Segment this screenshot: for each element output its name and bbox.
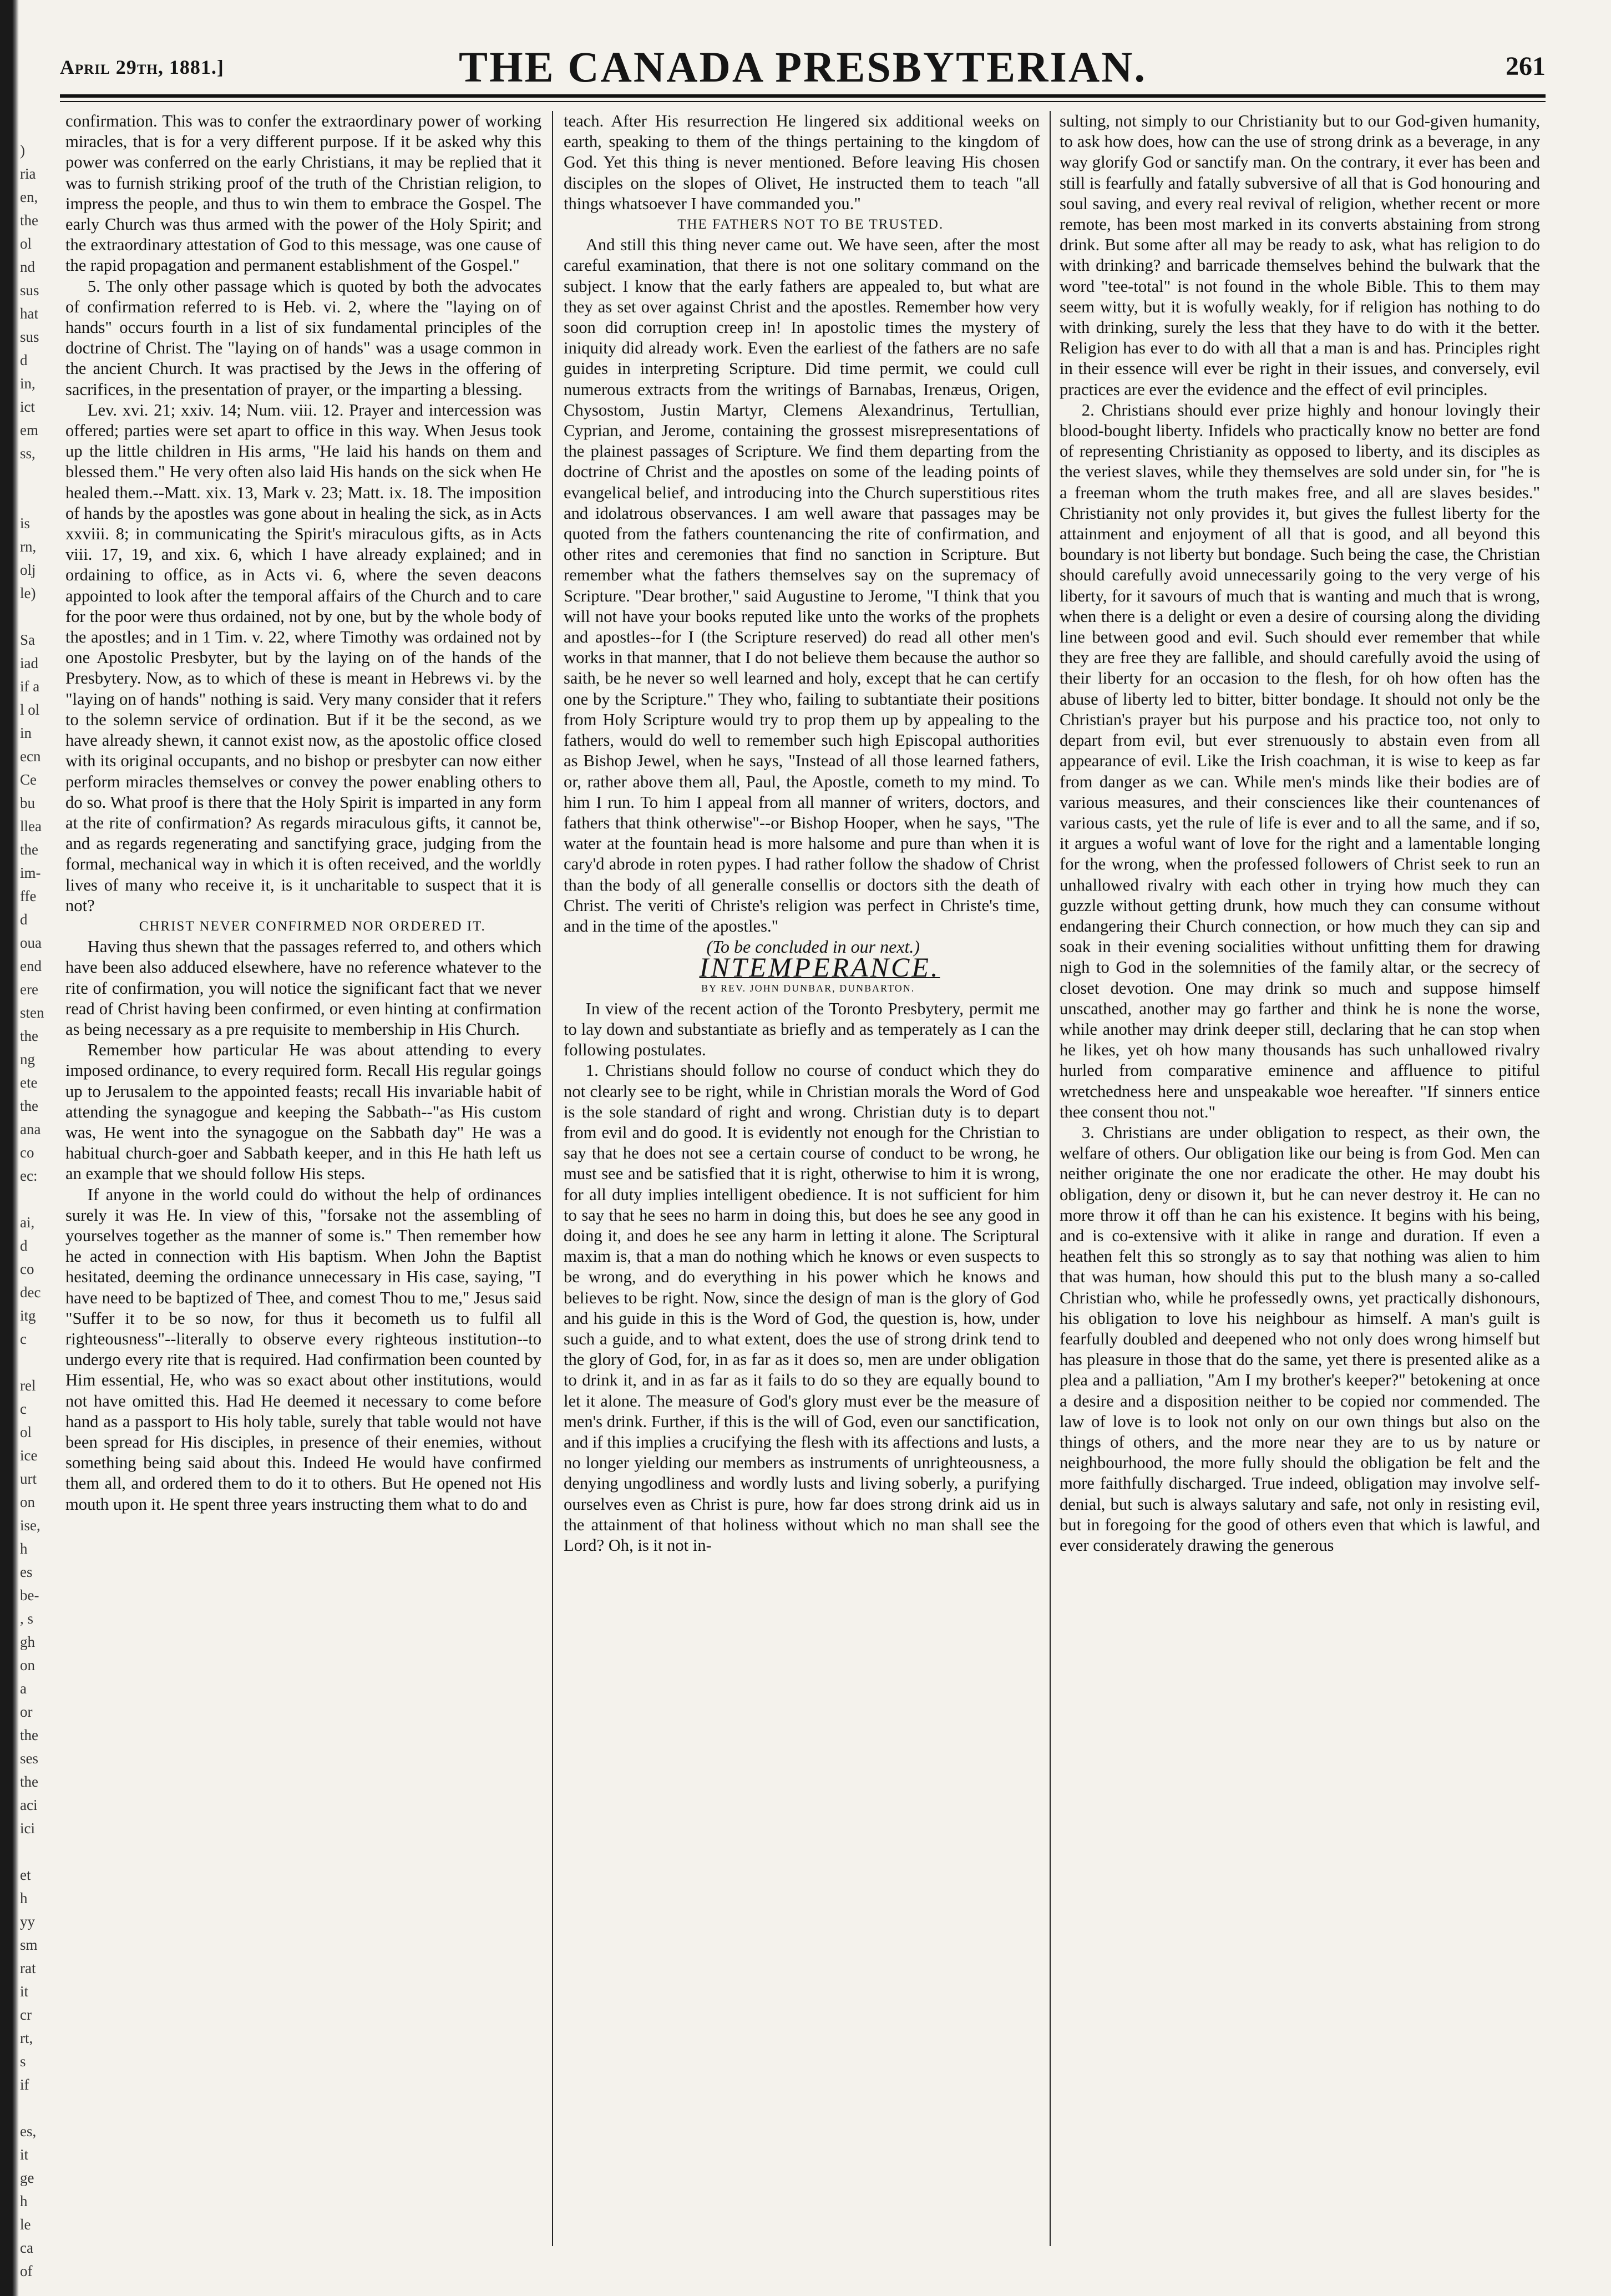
margin-fragment [20, 465, 59, 488]
paragraph: 1. Christians should follow no course of conduct which they do not clearly see to be right, while in Christian morals the Word of God is the sole standard of right and wrong. Christian duty is to depart from evil and do good. It is evidently not enough for the Christian to say that he does not see a certain course of conduct to be wrong, he must see and be satisfied that it is right, otherwise to him it is wrong, for all duty implies intelligent obedience. It is not sufficient for him to say that he sees no harm in doing this, but does he see any good in doing it, and does he see any harm in letting it alone. The Scriptural maxim is, that a man do nothing which he knows or even suspects to be wrong, and do everything in his power which he knows and believes to be right. Now, since the design of man is the glory of God and his guide in this is the Word of God, the question is, how, under such a guide, and to what extent, does the use of strong drink tend to the glory of God, for, in as far as it does so, men are under obligation to drink it, and in as far as it fails to do so they are equally bound to let it alone. The measure of God's glory must ever be the measure of men's drink. Further, if this is the will of God, even our sanctification, and if this implies a crucifying the flesh with its affections and lusts, a no longer yielding our members as instruments of unrighteousness, a denying ungodliness and wordly lusts and living soberly, a purifying ourselves even as Christ is pure, how far does strong drink aid us in the attainment of that holiness without which no man shall see the Lord? Oh, is it not in- [564, 1061, 1040, 1555]
article-title: INTEMPERANCE. [699, 952, 940, 983]
margin-fragment: dec [20, 1284, 41, 1301]
margin-fragment: ria [20, 165, 36, 182]
paragraph: sulting, not simply to our Christianity but to our God-given humanity, to ask how does, how can the use of strong drink as a beverage, in any way glorify God or sanctify man. On the contrary, it ever has been and still is fearfully and fatally subversive of all that is God honouring and soul saving, and every real revival of religion, whether recent or more remote, has been most marked in its converts abstaining from strong drink. But some after all may be ready to ask, what has religion to do with drinking? and barricade themselves behind the bulwark that the word "tee-total" is not found in the whole Bible. This to them may seem witty, but it is wofully weakly, for if religion has nothing to do with drinking, surely the less that they have to do with it the better. Religion has ever to do with all that a man is and has. Principles right in their essence will ever be right in their issues, and conversely, evil practices are ever the evidence and the effect of evil principles. [1060, 112, 1540, 399]
continuation-note: (To be concluded in our next.) [706, 937, 920, 957]
margin-fragment: d [20, 1237, 28, 1254]
paragraph: confirmation. This was to confer the extraordinary power of working miracles, that is for a very different purpose. If it be asked why this power was conferred on the early Christians, it may be replied that it was to furnish striking proof of the truth of the Christian religion, to impress the people, and thus to win them to embrace the Gospel. The early Church was thus armed with the power of the Holy Spirit; and the extraordinary attestation of God to this message, was one cause of the rapid propagation and permanent establishment of the Gospel." [65, 112, 541, 275]
margin-fragment: aci [20, 1797, 38, 1813]
margin-fragment: in, [20, 375, 36, 392]
margin-fragment: d [20, 352, 28, 368]
margin-fragment: im- [20, 864, 41, 881]
article-byline: BY REV. JOHN DUNBAR, DUNBARTON. [701, 982, 915, 994]
paragraph: 5. The only other passage which is quoted by both the advocates of confirmation referred to is Heb. vi. 2, where the "laying on of hands" occurs fourth in a list of six fundamental principles of the doctrine of Christ. The "laying on of hands" was a usage common in the ancient Church. It was practised by the Jews in the offering of sacrifices, in the presentation of prayer, or the imparting a blessing. [65, 276, 541, 399]
margin-fragment: ete [20, 1074, 38, 1091]
margin-fragment: ici [20, 1820, 35, 1837]
paragraph: Remember how particular He was about attending to every imposed ordinance, to every required form. Recall His regular goings up to Jerusalem to the appointed feasts; recall His invariable habit of attending the synagogue and keeping the Sabbath--"as His custom was, He went into the synagogue on the Sabbath day" He was a habitual church-goer and Sabbath keeper, and in this He hath left us an example that we should follow His steps. [65, 1040, 541, 1184]
paragraph: 3. Christians are under obligation to respect, as their own, the welfare of others. Our obligation like our being is from God. Men can neither originate the one nor eradicate the other. He may doubt his obligation, deny or disown it, but he can never destroy it. He can no more throw it off than he can his existence. It begins with his being, and is co-extensive with it alike in range and duration. If even a heathen felt this so strongly as to say that nothing was alien to him that was human, how should this put to the blush many a so-called Christian who, while he professedly owns, yet practically dishonours, his obligation to love his neighbour as himself. A man's guilt is fearfully doubled and deepened who not only does wrong himself but has pleasure in those that do the same, yet there is presented alike as a plea and a palliation, "Am I my brother's keeper?" betokening at once a desire and a disposition neither to be copied nor commended. The law of love is to look not only on our own things but also on the things of others, and the more near they are to us by nature or neighbourhood, the more fully should the obligation be felt and the more faithfully discharged. True indeed, obligation may involve self-denial, but such is always salutary and safe, not only in resisting evil, but in foregoing for the good of others even that which is lawful, and ever considerately drawing the generous [1060, 1122, 1540, 1555]
margin-fragment: sus [20, 328, 39, 345]
margin-fragment: hat [20, 305, 38, 322]
margin-fragment: em [20, 422, 38, 438]
margin-fragment: the [20, 1773, 38, 1790]
column-3 [1060, 111, 1540, 2246]
margin-fragment: if a [20, 678, 40, 695]
section-heading: CHRIST NEVER CONFIRMED NOR ORDERED IT. [139, 918, 486, 934]
paragraph: If anyone in the world could do without the help of ordinances surely it was He. In view of this, "forsake not the assembling of yourselves together as the manner of some is." Then remember how he acted in connection with His baptism. When John the Baptist hesitated, deeming the ordinance unnecessary in His case, saying, "I have need to be baptized of Thee, and comest Thou to me," Jesus said "Suffer it to be so now, for thus it becometh us to fulfil all righteousness"--literally to observe every righteous institution--to undergo every rite that is required. Had confirmation been counted by Him essential, He, who was so exact about other institutions, would not have omitted this. Had He deemed it necessary to come before hand as a passport to His holy table, surely that table would not have been spread for His disciples, in presence of their enemies, without something being said about this. Indeed He would have confirmed them all, and ordered them to do it to others. But He opened not His mouth upon it. He spent three years instructing them what to do and [65, 1185, 541, 1514]
paragraph: 2. Christians should ever prize highly and honour lovingly their blood-bought liberty. Infidels who practically know no better are fond of representing Christianity as opposed to liberty, and its disciples as the veriest slaves, while they themselves are sold under sin, for "he is a freeman whom the truth makes free, and all are slaves besides." Christianity not only provides it, but gives the fullest liberty for the attainment and enjoyment of all that is good, and all beyond this boundary is not liberty but bondage. Such being the case, the Christian should carefully avoid unnecessarily going to the very verge of his liberty, for it savours of much that is wanting and much that is wrong, when there is a delight or even a desire of coursing along the dividing line between good and evil. Such should ever remember that while they are free they are fallible, and should carefully avoid the using of their liberty for an occasion to the flesh, for oh how often has the abuse of liberty led to bitter, bitter bondage. It should not only be the Christian's prayer but his purpose and his practice too, not only to depart from evil, but ever strenuously to abstain even from all appearance of evil. Like the Irish coachman, it is wise to keep as far from danger as we can. While men's minds like their bodies are of various measures, and their consciences like their countenances of various casts, yet the rule of life is ever and to all the same, and if so, it argues a woful want of love for the right and a lamentable longing for the wrong, when the professed followers of Christ seek to run an unhallowed rivalry with each other in trying how much they can guzzle without getting drunk, how much they can consume without endangering their Church connection, or how much they can sip and soak in their evening socialities without unfitting them for drawing nigh to God in the solemnities of the family altar, or the secrecy of closet devotion. One may drink so much and suppose himself unscathed, another may go farther and think he is none the worse, while another may drink deeper still, declaring that he can stop when he likes, yet oh how many thousands has such unhallowed rivalry hurled from comparative eminence and affluence to pitiful wretchedness here and unspeakable woe hereafter. "If sinners entice thee consent thou not." [1060, 400, 1540, 1121]
margin-fragment: olj [20, 562, 36, 578]
margin-fragment: bu [20, 795, 35, 811]
margin-fragment: rt, [20, 2030, 33, 2046]
paragraph: teach. After His resurrection He lingered six additional weeks on earth, speaking to them of the things pertaining to the kingdom of God. Yet this thing is never mentioned. Before leaving His chosen disciples on the slopes of Olivet, He instructed them to teach "all things whatsoever I have commanded you." [564, 112, 1040, 213]
header-rule-thin [60, 101, 1546, 102]
margin-fragment: es, [20, 2123, 37, 2140]
margin-fragment: ict [20, 398, 35, 415]
margin-fragment: c [20, 1400, 27, 1417]
margin-fragment: es [20, 1564, 33, 1580]
margin-fragment: ge [20, 2169, 34, 2186]
margin-fragment: the [20, 212, 38, 229]
margin-fragment: yy [20, 1913, 35, 1930]
paragraph: In view of the recent action of the Toronto Presbytery, permit me to lay down and substantiate as briefly and as temperately as I can the following postulates. [564, 999, 1040, 1060]
margin-fragment: c [20, 1331, 27, 1347]
margin-fragment: h [20, 1540, 28, 1557]
margin-fragment: it [20, 2146, 29, 2163]
margin-fragment: cr [20, 2006, 32, 2023]
margin-fragment: h [20, 2193, 28, 2209]
margin-fragment: urt [20, 1470, 37, 1487]
margin-fragment: h [20, 1890, 28, 1906]
margin-fragment [20, 1840, 59, 1863]
margin-fragment: on [20, 1494, 35, 1510]
margin-fragment: ffe [20, 888, 37, 904]
margin-fragment: a [20, 1680, 27, 1697]
paragraph: Lev. xvi. 21; xxiv. 14; Num. viii. 12. Prayer and intercession was offered; parties were set apart to office in this way. When Jesus took up the little children in His arms, "He laid his hands on them and blessed them." He very often also laid His hands on the sick when He healed them.--Matt. xix. 13, Mark v. 23; Matt. ix. 18. The imposition of hands by the apostles was gone about in healing the sick, as in Acts xxviii. 8; in communicating the Spirit's miraculous gifts, as in Acts viii. 17, 19, and xix. 6, which I have already explained; and in ordaining to office, as in Acts vi. 6, where the seven deacons appointed to look after the temporal affairs of the Church and to care for the poor were thus ordained, not by one, but by the whole body of the apostles; and in 1 Tim. v. 22, where Timothy was ordained not by one Apostolic Presbyter, but by the laying on of the hands of the Presbytery. Now, as to which of these is meant in Hebrews vi. by the "laying on of hands" nothing is said. Very many consider that it refers to the solemn service of ordination. But if it be the second, as we have already shewn, it cannot exist now, as the apostolic office closed with its original occupants, and no bishop or presbyter can now either perform miracles themselves or convey the power enabling others to do so. What proof is there that the Holy Spirit is imparted in any form at the rite of confirmation? As regards miraculous gifts, it cannot be, and as regards regenerating and sanctifying grace, judging from the formal, mechanical way in which it is often received, and the worldly lives of many who receive it, is it uncharitable to suspect that it is not? [65, 400, 541, 915]
paragraph: And still this thing never came out. We have seen, after the most careful examination, that there is not one solitary command on the subject. I know that the early fathers are appealed to, but what are they as set over against Christ and the apostles. Remember how very soon did corruption creep in! In apostolic times the mystery of iniquity did already work. Even the earliest of the fathers are no safe guides in interpreting Scripture. Did time permit, we could cull numerous extracts from the writings of Barnabas, Irenæus, Origen, Chysostom, Justin Martyr, Clemens Alexandrinus, Tertullian, Cyprian, and Jerome, containing the grossest misrepresentations of the plainest passages of Scripture. We find them departing from the doctrine of Christ and the apostles on some of the leading points of evangelical belief, and introducing into the Church superstitious rites and idolatrous observances. I am well aware that passages may be quoted from the fathers countenancing the rite of confirmation, and other rites and ceremonies that find no sanction in Scripture. But remember what the fathers themselves say on the supremacy of Scripture. "Dear brother," said Augustine to Jerome, "I think that you will not have your books reputed like unto the works of the prophets and apostles--for I (the Scripture reserved) do read all other men's works in that manner, that I do not believe them because the author so saith, be he never so well learned and holy, except that he can certify one by the Scripture." They who, failing to subtantiate their positions from Holy Scripture would try to prop them up by appealing to the fathers, would do well to remember such high Episcopal authorities as Bishop Jewel, when he says, "Instead of all those learned fathers, or, rather above them all, Paul, the Apostle, cometh to my mind. To him I run. To him I appeal from all manner of writers, doctors, and fathers that think otherwise"--or Bishop Hooper, when he says, "The water at the fountain head is more halsome and pure than when it is cary'd abrode in roten pypes. I had rather follow the shadow of Christ than the body of all generalle consellis or doctors sith the death of Christ. The veriti of Christe's religion was perfect in Christe's time, and in the time of the apostles." [564, 235, 1040, 935]
margin-fragment: ise, [20, 1517, 40, 1534]
binding-spine [0, 0, 19, 2296]
paragraph: Having thus shewn that the passages referred to, and others which have been also adduced elsewhere, have no reference whatever to the rite of confirmation, you will notice the significant fact that we never read of Christ having been confirmed, or even hinting at confirmation as being necessary as a pre requisite to membership in His Church. [65, 937, 541, 1039]
margin-fragment: iad [20, 655, 38, 671]
margin-fragment: ec: [20, 1167, 38, 1184]
margin-fragment: gh [20, 1634, 35, 1650]
margin-fragment [20, 1351, 59, 1374]
margin-fragment: co [20, 1144, 34, 1161]
margin-fragment: itg [20, 1307, 36, 1324]
column-2 [564, 111, 1040, 2246]
margin-fragment: sus [20, 282, 39, 299]
margin-fragment: sten [20, 1004, 44, 1021]
margin-fragment: et [20, 1867, 31, 1883]
margin-fragment: is [20, 515, 31, 532]
margin-fragment: rn, [20, 538, 37, 555]
margin-fragment: rat [20, 1960, 36, 1976]
margin-fragment: the [20, 1028, 38, 1044]
margin-fragment: ses [20, 1750, 38, 1767]
margin-fragment: on [20, 1657, 35, 1673]
column-divider [1050, 111, 1051, 2246]
column-1 [65, 111, 541, 2246]
margin-fragment: Sa [20, 631, 35, 648]
newspaper-title: THE CANADA PRESBYTERIAN. [458, 43, 1147, 91]
page-header [60, 34, 1546, 101]
margin-fragment: ng [20, 1051, 35, 1068]
margin-fragment: s [20, 2053, 26, 2070]
margin-fragment [20, 605, 59, 628]
margin-fragment [20, 488, 59, 512]
margin-fragment: llea [20, 818, 42, 835]
margin-fragment: in [20, 725, 32, 741]
margin-fragment: , s [20, 1610, 34, 1627]
margin-fragment: ecn [20, 748, 41, 765]
margin-fragment: be- [20, 1587, 39, 1604]
margin-fragment: or [20, 1703, 33, 1720]
margin-fragment: ice [20, 1447, 38, 1464]
header-rule-thick [60, 94, 1546, 98]
margin-fragment: of [20, 2263, 33, 2279]
margin-fragment: the [20, 1098, 38, 1114]
margin-fragment: oua [20, 934, 42, 951]
margin-fragment: Ce [20, 771, 37, 788]
margin-fragment: l ol [20, 701, 40, 718]
issue-date: April 29th, 1881.] [60, 56, 224, 78]
adjacent-page-fragments [20, 139, 59, 2279]
margin-fragment: nd [20, 259, 35, 275]
margin-fragment: end [20, 958, 42, 974]
margin-fragment: rel [20, 1377, 36, 1394]
margin-fragment: ana [20, 1121, 41, 1137]
margin-fragment: co [20, 1261, 34, 1277]
margin-fragment: en, [20, 189, 38, 205]
margin-fragment: ss, [20, 445, 36, 462]
margin-fragment [20, 2096, 59, 2120]
margin-fragment: the [20, 841, 38, 858]
margin-fragment: le [20, 2216, 31, 2233]
margin-fragment: ai, [20, 1214, 35, 1231]
margin-fragment: the [20, 1727, 38, 1743]
margin-fragment: ) [20, 142, 25, 159]
column-divider [552, 111, 553, 2246]
page-number: 261 [1506, 52, 1546, 81]
margin-fragment: le) [20, 585, 36, 601]
section-heading: THE FATHERS NOT TO BE TRUSTED. [677, 217, 944, 232]
margin-fragment: ol [20, 235, 32, 252]
margin-fragment [20, 1187, 59, 1211]
margin-fragment: d [20, 911, 28, 928]
margin-fragment: ca [20, 2239, 33, 2256]
margin-fragment: ere [20, 981, 38, 998]
margin-fragment: if [20, 2076, 29, 2093]
margin-fragment: it [20, 1983, 29, 2000]
margin-fragment: sm [20, 1936, 38, 1953]
margin-fragment: ol [20, 1424, 32, 1440]
